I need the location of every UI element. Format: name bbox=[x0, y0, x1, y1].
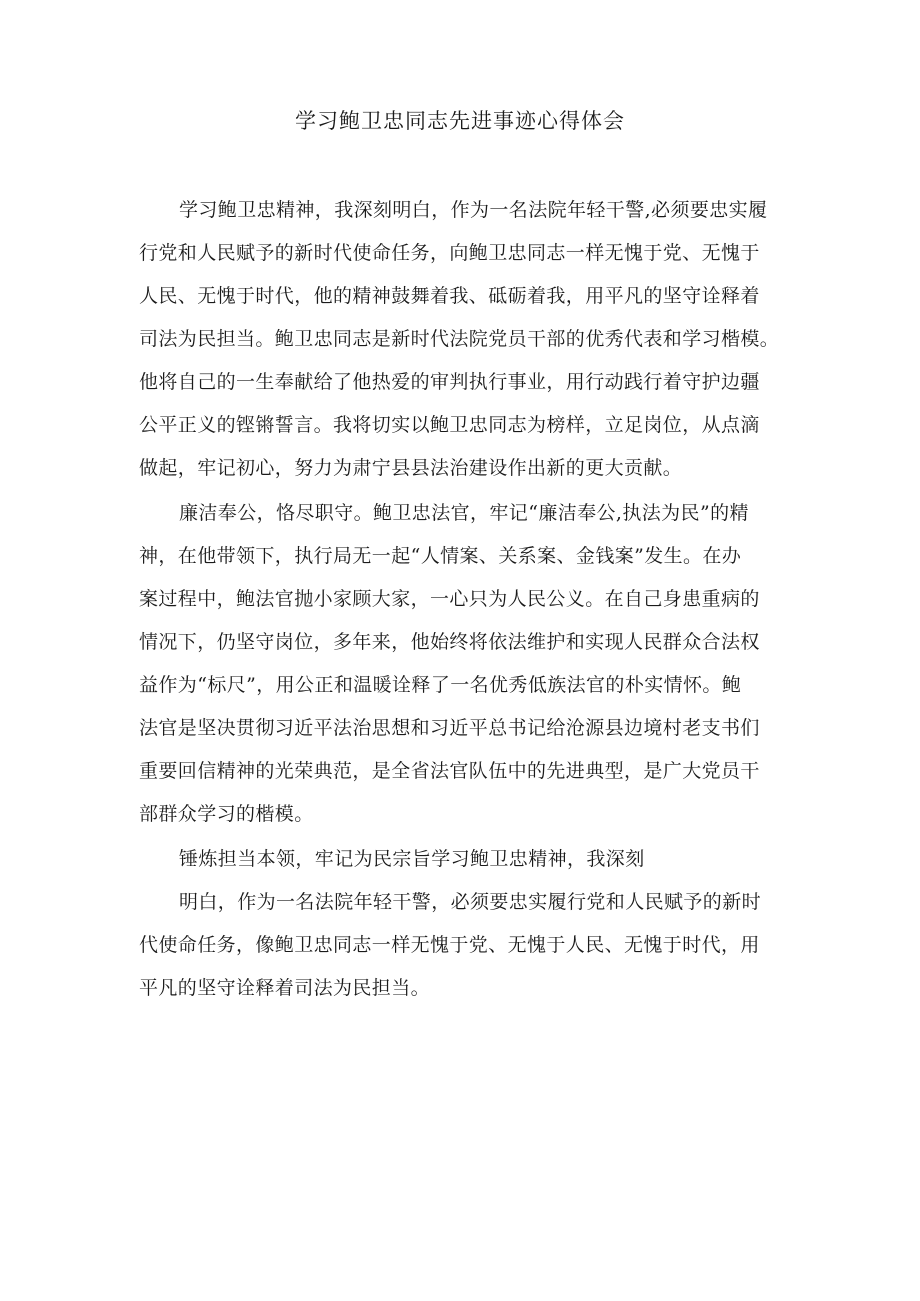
paragraph-line: 神，在他带领下，执行局无一起“人情案、关系案、金钱案”发生。在办 bbox=[139, 545, 742, 567]
paragraph-line: 他将自己的一生奉献给了他热爱的审判执行事业，用行动践行着守护边疆 bbox=[139, 371, 760, 393]
paragraph-line: 人民、无愧于时代，他的精神鼓舞着我、砥砺着我，用平凡的坚守诠释着 bbox=[139, 285, 760, 307]
paragraph-line: 法官是坚决贯彻习近平法治思想和习近平总书记给沧源县边境村老支书们 bbox=[139, 717, 760, 739]
document-title: 学习鲍卫忠同志先进事迹心得体会 bbox=[295, 109, 625, 133]
paragraph-line: 代使命任务，像鲍卫忠同志一样无愧于党、无愧于人民、无愧于时代，用 bbox=[139, 934, 760, 956]
paragraph-line: 平凡的坚守诠释着司法为民担当。 bbox=[139, 977, 431, 999]
paragraph-line: 明白，作为一名法院年轻干警，必须要忠实履行党和人民赋予的新时 bbox=[179, 891, 762, 913]
paragraph-line: 行党和人民赋予的新时代使命任务，向鲍卫忠同志一样无愧于党、无愧于 bbox=[139, 242, 760, 264]
paragraph-line: 重要回信精神的光荣典范，是全省法官队伍中的先进典型，是广大党员干 bbox=[139, 760, 760, 782]
paragraph-line: 情况下，仍坚守岗位，多年来，他始终将依法维护和实现人民群众合法权 bbox=[139, 631, 760, 653]
paragraph-line: 案过程中，鲍法官抛小家顾大家，一心只为人民公义。在自己身患重病的 bbox=[139, 588, 760, 610]
paragraph-line: 司法为民担当。鲍卫忠同志是新时代法院党员干部的优秀代表和学习楷模。 bbox=[139, 328, 780, 350]
paragraph-line: 部群众学习的楷模。 bbox=[139, 803, 314, 825]
paragraph-line: 公平正义的铿锵誓言。我将切实以鲍卫忠同志为榜样，立足岗位，从点滴 bbox=[139, 414, 760, 436]
paragraph-line: 廉洁奉公，恪尽职守。鲍卫忠法官，牢记“廉洁奉公,执法为民”的精 bbox=[179, 502, 749, 524]
paragraph-line: 做起，牢记初心，努力为肃宁县县法治建设作出新的更大贡献。 bbox=[139, 457, 683, 479]
paragraph-line: 益作为“标尺”，用公正和温暖诠释了一名优秀低族法官的朴实情怀。鲍 bbox=[139, 674, 742, 696]
paragraph-line: 锤炼担当本领，牢记为民宗旨学习鲍卫忠精神，我深刻 bbox=[179, 848, 645, 870]
paragraph-line: 学习鲍卫忠精神，我深刻明白，作为一名法院年轻干警,必须要忠实履 bbox=[179, 199, 768, 221]
